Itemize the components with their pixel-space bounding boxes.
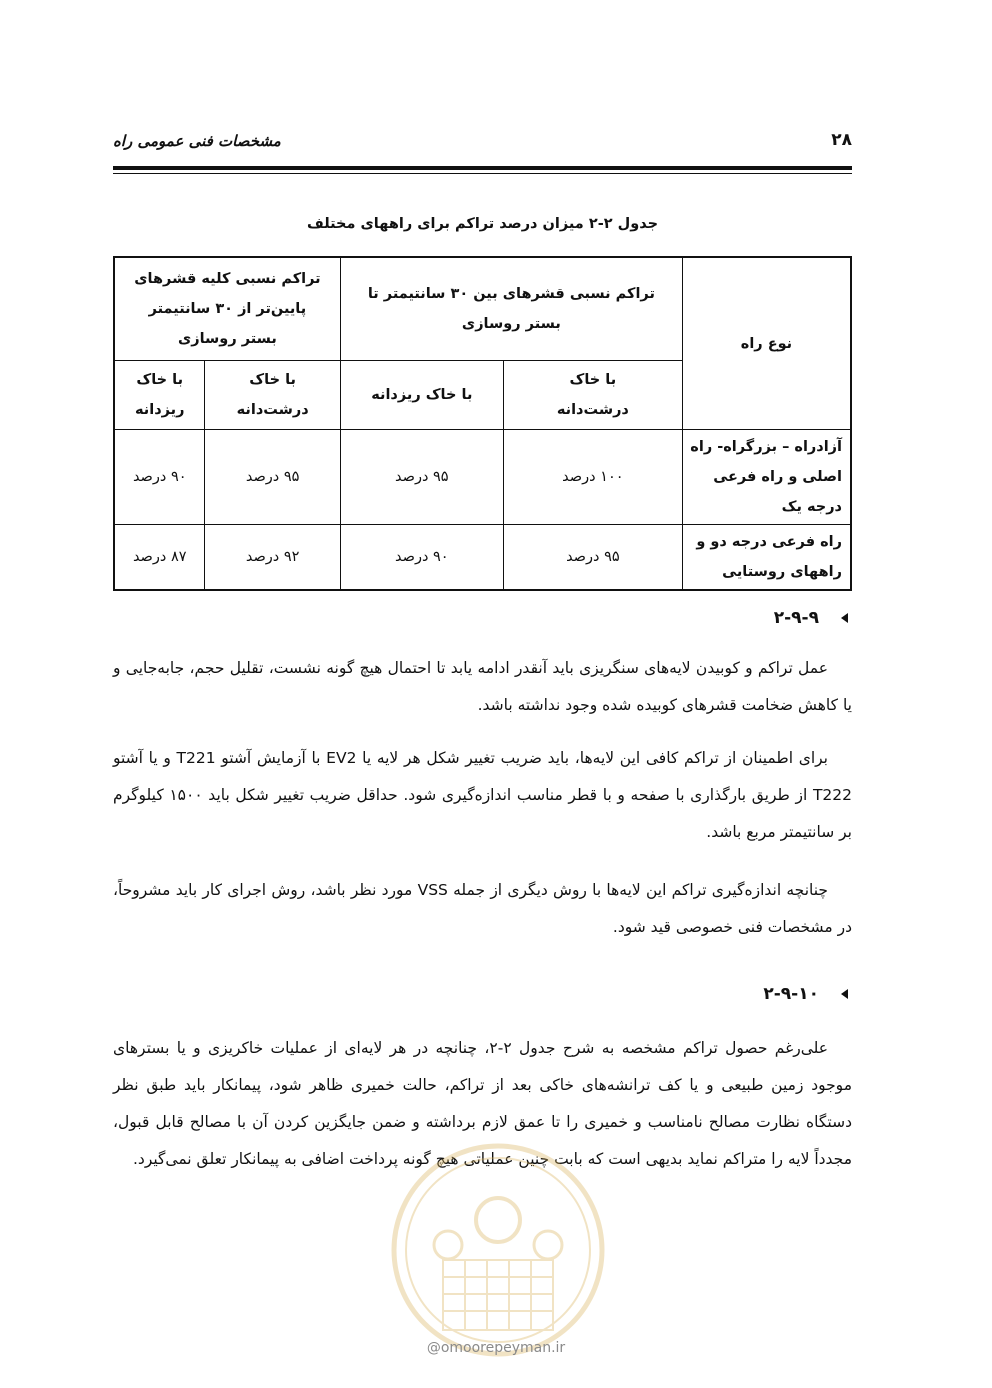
cell-upper-fine: ۹۵ درصد: [340, 430, 503, 525]
header-group-upper: تراکم نسبی قشرهای بین ۳۰ سانتیمتر تا بستر روسازی: [340, 257, 682, 361]
cell-lower-fine: ۹۰ درصد: [114, 430, 205, 525]
page-header: [113, 128, 852, 164]
header-road-type: نوع راه: [682, 257, 851, 430]
section-heading: [113, 608, 852, 628]
cell-upper-coarse: ۹۵ درصد: [503, 525, 682, 591]
cell-upper-fine: ۹۰ درصد: [340, 525, 503, 591]
table-caption: جدول ۲-۲ میزان درصد تراکم برای راههای مختلف: [306, 216, 659, 232]
triangle-bullet-icon: [841, 613, 848, 623]
table-row: [114, 430, 851, 525]
subheader-upper-fine: با خاک ریزدانه: [340, 361, 503, 430]
section-number: ۲-۹-۱۰: [763, 984, 819, 1004]
running-title: مشخصات فنی عمومی راه: [113, 132, 281, 150]
cell-lower-fine: ۸۷ درصد: [114, 525, 205, 591]
row-road-type: آزادراه – بزرگراه- راه اصلی و راه فرعی درجه یک: [682, 430, 851, 525]
section-number: ۲-۹-۹: [773, 608, 819, 628]
compaction-table: [113, 256, 852, 591]
triangle-bullet-icon: [841, 989, 848, 999]
subheader-lower-coarse: با خاک درشت‌دانه: [205, 361, 340, 430]
cell-lower-coarse: ۹۵ درصد: [205, 430, 340, 525]
page-number: ۲۸: [831, 130, 852, 150]
cell-upper-coarse: ۱۰۰ درصد: [503, 430, 682, 525]
footer-url: @omoorepeyman.ir: [426, 1340, 566, 1356]
section-heading: [113, 984, 852, 1004]
subheader-upper-coarse: با خاک درشت‌دانه: [503, 361, 682, 430]
table-row: [114, 525, 851, 591]
subheader-lower-fine: با خاک ریزدانه: [114, 361, 205, 430]
row-road-type: راه فرعی درجه دو و راههای روستایی: [682, 525, 851, 591]
header-group-lower: تراکم نسبی کلیه قشرهای پایین‌تر از ۳۰ سانتیمتر بستر روسازی: [114, 257, 340, 361]
cell-lower-coarse: ۹۲ درصد: [205, 525, 340, 591]
header-rule-thick: [113, 166, 852, 170]
table-header-row: [114, 257, 851, 361]
paragraph: برای اطمینان از تراکم کافی این لایه‌ها، باید ضریب تغییر شکل هر لایه یا EV2 با آزمایش آشتو T221 و یا آشتو T222 از طریق بارگذاری با صفحه و با قطر مناسب اندازه‌گیری شود. حداقل ضریب تغییر شکل باید ۱۵۰۰ کیلوگرم بر سانتیمتر مربع باشد.: [113, 749, 852, 841]
paragraph: عمل تراکم و کوبیدن لایه‌های سنگریزی باید آنقدر ادامه یابد تا احتمال هیچ گونه نشست، تقلیل حجم، جابه‌جایی و یا کاهش ضخامت قشرهای کوبیده شده وجود نداشته باشد.: [113, 659, 852, 714]
paragraph: علی‌رغم حصول تراکم مشخصه به شرح جدول ۲-۲، چنانچه در هر لایه‌ای از عملیات خاکریزی و یا بسترهای موجود زمین طبیعی و یا کف ترانشه‌های خاکی بعد از تراکم، حالت خمیری ظاهر شود، پیمانکار باید طبق نظر دستگاه نظارت مصالح نامناسب و خمیری را تا عمق لازم برداشته و ضمن جایگزین کردن آن با مصالح قابل قبول، مجدداً لایه را متراکم نماید بدیهی است که بابت چنین عملیاتی هیچ گونه پرداخت اضافی به پیمانکار تعلق نمی‌گیرد.: [113, 1039, 852, 1168]
seal-watermark-icon: [388, 1140, 608, 1360]
header-rule-thin: [113, 173, 852, 174]
paragraph: چنانچه اندازه‌گیری تراکم این لایه‌ها با روش دیگری از جمله VSS مورد نظر باشد، روش اجرای کار باید مشروحاً، در مشخصات فنی خصوصی قید شود.: [113, 881, 852, 936]
